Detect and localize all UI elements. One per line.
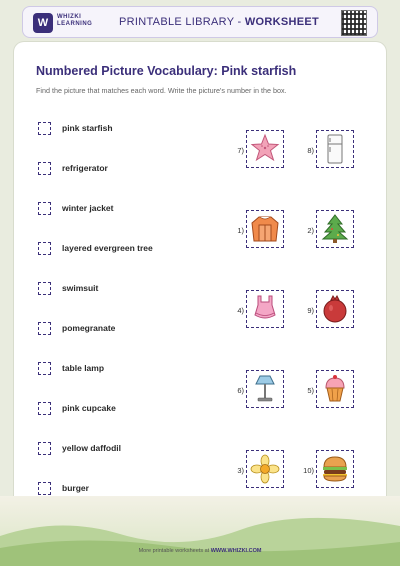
word-item: pink starfish bbox=[62, 123, 113, 133]
picture-number: 10) bbox=[303, 466, 314, 475]
picture-box bbox=[316, 370, 354, 408]
starfish-icon bbox=[247, 131, 283, 167]
picture-box bbox=[246, 210, 284, 248]
footer-site-link[interactable]: WWW.WHIZKI.COM bbox=[210, 548, 262, 554]
footer-text bbox=[0, 548, 400, 554]
picture-number: 8) bbox=[307, 146, 314, 155]
picture-number: 4) bbox=[237, 306, 244, 315]
answer-box[interactable] bbox=[38, 282, 51, 295]
header-title-prefix: PRINTABLE LIBRARY - bbox=[119, 16, 245, 28]
answer-box[interactable] bbox=[38, 362, 51, 375]
answer-box[interactable] bbox=[38, 162, 51, 175]
qr-code-icon bbox=[341, 10, 367, 36]
header-title bbox=[119, 16, 319, 28]
picture-number: 3) bbox=[237, 466, 244, 475]
picture-box bbox=[246, 130, 284, 168]
word-item: yellow daffodil bbox=[62, 443, 122, 453]
answer-box[interactable] bbox=[38, 442, 51, 455]
picture-number: 9) bbox=[307, 306, 314, 315]
word-item: swimsuit bbox=[62, 283, 99, 293]
picture-box bbox=[316, 290, 354, 328]
word-item: layered evergreen tree bbox=[62, 243, 153, 253]
word-item: pomegranate bbox=[62, 323, 116, 333]
answer-box[interactable] bbox=[38, 242, 51, 255]
word-item: winter jacket bbox=[62, 203, 114, 213]
word-item: burger bbox=[62, 483, 89, 493]
picture-box bbox=[316, 210, 354, 248]
brand-line-1: WHIZKI bbox=[57, 14, 82, 20]
answer-box[interactable] bbox=[38, 482, 51, 495]
picture-number: 2) bbox=[307, 226, 314, 235]
refrigerator-icon bbox=[317, 131, 353, 167]
picture-number: 6) bbox=[237, 386, 244, 395]
burger-icon bbox=[317, 451, 353, 487]
picture-box bbox=[246, 290, 284, 328]
brand-name bbox=[57, 14, 92, 28]
answer-box[interactable] bbox=[38, 122, 51, 135]
picture-box bbox=[316, 450, 354, 488]
picture-box bbox=[316, 130, 354, 168]
worksheet-instructions: Find the picture that matches each word. Write the picture's number in the box. bbox=[36, 86, 287, 95]
brand-line-2: LEARNING bbox=[57, 21, 93, 27]
word-item: pink cupcake bbox=[62, 403, 116, 413]
answer-box[interactable] bbox=[38, 202, 51, 215]
tree-icon bbox=[317, 211, 353, 247]
answer-box[interactable] bbox=[38, 322, 51, 335]
swimsuit-icon bbox=[247, 291, 283, 327]
worksheet-title: Numbered Picture Vocabulary: Pink starfish bbox=[36, 64, 297, 78]
picture-number: 7) bbox=[237, 146, 244, 155]
jacket-icon bbox=[247, 211, 283, 247]
footer-text-prefix: More printable worksheets at bbox=[138, 548, 211, 554]
picture-number: 5) bbox=[307, 386, 314, 395]
pomegranate-icon bbox=[317, 291, 353, 327]
word-item: refrigerator bbox=[62, 163, 108, 173]
hills-decoration bbox=[0, 506, 400, 566]
word-item: table lamp bbox=[62, 363, 105, 373]
picture-box bbox=[246, 370, 284, 408]
footer-scenery bbox=[0, 496, 400, 566]
header-title-bold: WORKSHEET bbox=[244, 16, 320, 28]
cupcake-icon bbox=[317, 371, 353, 407]
daffodil-icon bbox=[247, 451, 283, 487]
lamp-icon bbox=[247, 371, 283, 407]
header-bar bbox=[22, 6, 378, 38]
picture-box bbox=[246, 450, 284, 488]
whizki-logo-icon: W bbox=[33, 13, 53, 33]
answer-box[interactable] bbox=[38, 402, 51, 415]
picture-number: 1) bbox=[237, 226, 244, 235]
